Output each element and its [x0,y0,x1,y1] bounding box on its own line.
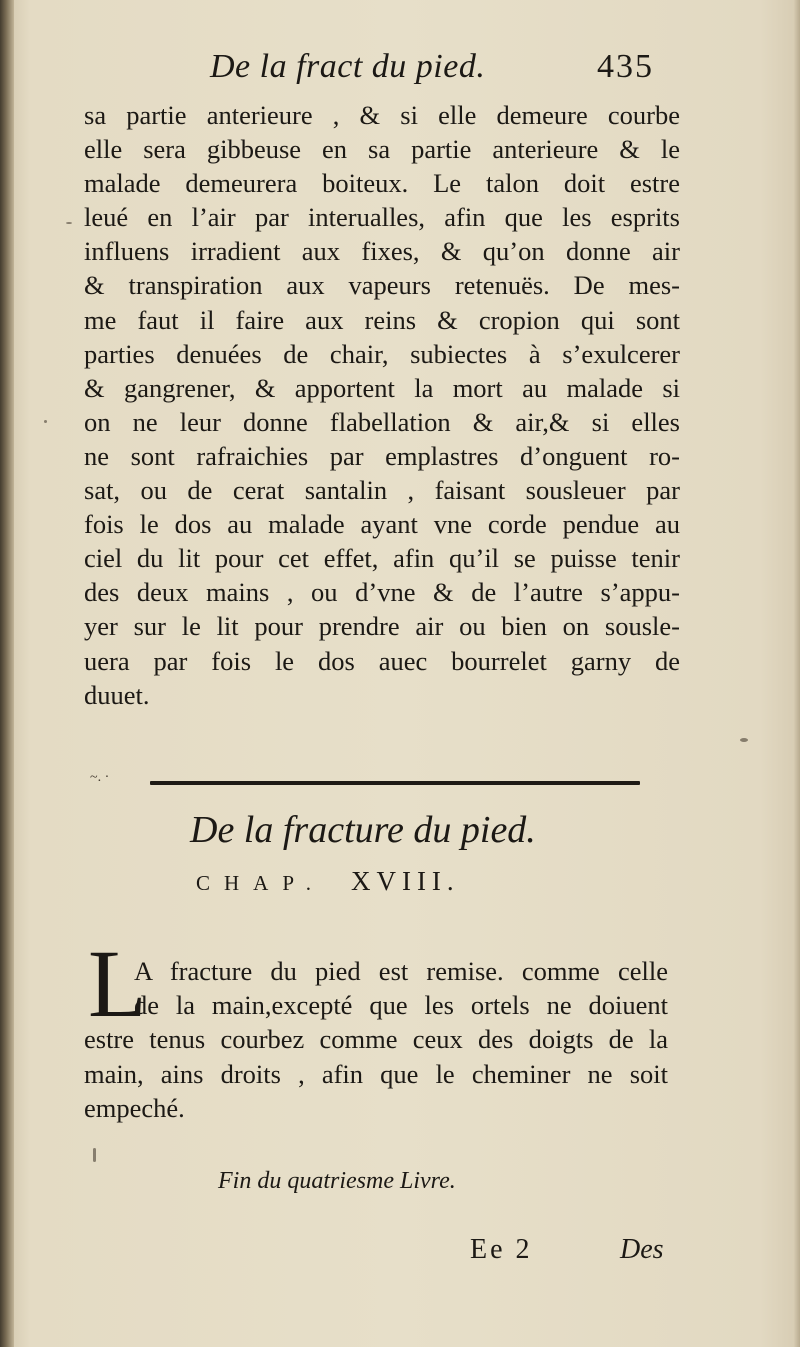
text-line: & transpiration aux vapeurs retenuës. De mes- [84,270,680,301]
text-line: ciel du lit pour cet effet, afin qu’il se puisse tenir [84,543,680,574]
text-line: fois le dos au malade ayant vne corde pendue au [84,509,680,540]
page-gutter-shadow [0,0,14,1347]
drop-cap-initial: L [88,946,147,1026]
rule-flourish-mark: ~. · [90,770,110,785]
text-line: yer sur le lit pour prendre air ou bien on sousle- [84,611,680,642]
text-line: estre tenus courbez comme ceux des doigts de la [84,1024,668,1055]
text-line: me faut il faire aux reins & cropion qui sont [84,304,680,335]
ink-speck [93,1148,96,1162]
chapter-text-block [84,954,668,1125]
text-line: duuet. [84,679,150,710]
text-line: malade demeurera boiteux. Le talon doit estre [84,168,680,199]
text-line: leué en l’air par interualles, afin que les esprits [84,202,680,233]
text-line: sa partie anterieure , & si elle demeure courbe [84,100,680,130]
text-line: parties denuées de chair, subiectes à s’exulcerer [84,338,680,369]
text-line: sat, ou de cerat santalin , faisant sousleuer par [84,475,680,506]
ink-speck [66,222,72,224]
text-line: empeché. [84,1092,185,1123]
text-line: uera par fois le dos auec bourrelet garny de [84,645,680,676]
text-line: influens irradient aux fixes, & qu’on donne air [84,236,680,267]
text-line: de la main,excepté que les ortels ne doiuent [134,990,668,1021]
text-line: A fracture du pied est remise. comme celle [134,956,668,986]
chapter-label-number: XVIII. [350,866,460,896]
chapter-title: De la fracture du pied. [190,809,536,851]
catchword: Des [620,1234,664,1265]
page-fore-edge [794,0,800,1347]
chapter-label-prefix: CHAP. [196,871,325,895]
running-head: De la fract du pied. [210,48,486,85]
chapter-label [196,866,460,897]
text-line: main, ains droits , afin que le cheminer ne soit [84,1058,668,1089]
ink-speck [44,420,47,423]
text-line: des deux mains , ou d’vne & de l’autre s’appu- [84,577,680,608]
ink-speck [740,738,748,742]
signature-mark: Ee 2 [470,1234,533,1265]
text-line: & gangrener, & apportent la mort au malade si [84,372,680,403]
section-divider-rule [150,781,640,785]
colophon: Fin du quatriesme Livre. [218,1168,456,1194]
page-number: 435 [597,48,654,85]
text-line: ne sont rafraichies par emplastres d’onguent ro- [84,440,680,471]
main-text-block [84,98,680,712]
text-line: elle sera gibbeuse en sa partie anterieure & le [84,134,680,165]
text-line: on ne leur donne flabellation & air,& si elles [84,406,680,437]
